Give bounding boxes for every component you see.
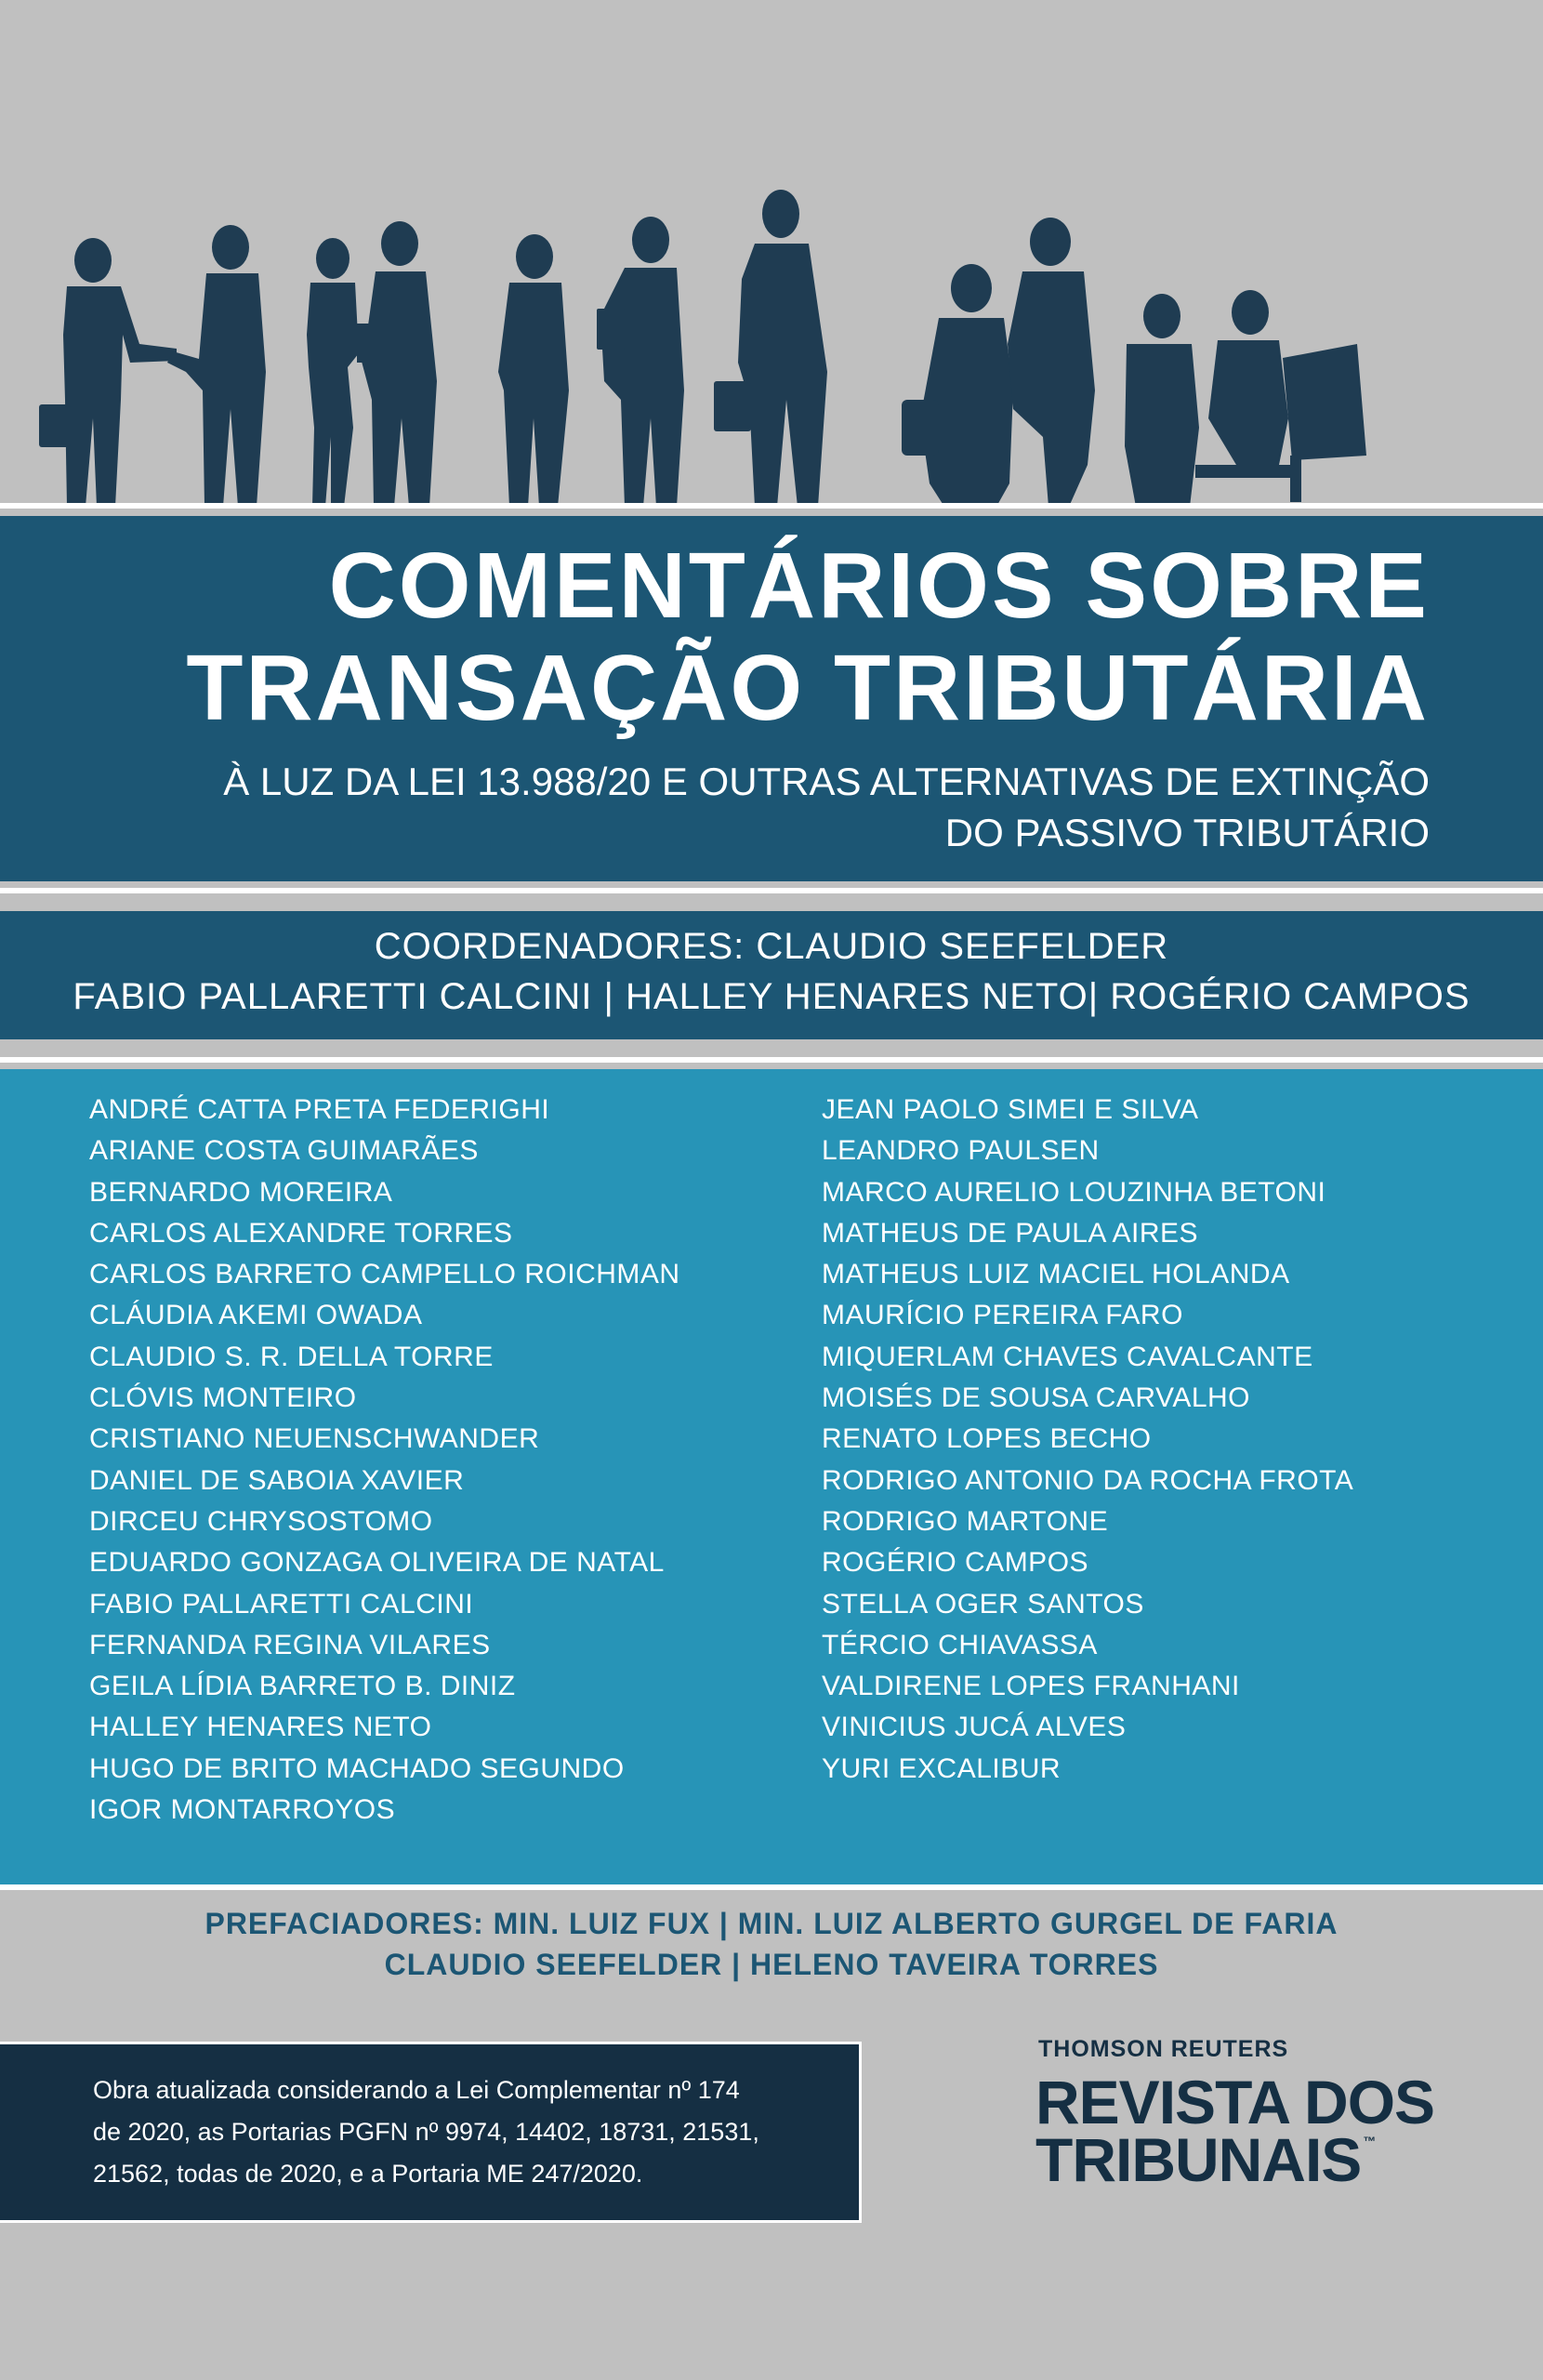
coordinators-divider xyxy=(0,1057,1543,1063)
author-name: JEAN PAOLO SIMEI E SILVA xyxy=(822,1094,1199,1125)
author-name: ROGÉRIO CAMPOS xyxy=(822,1547,1089,1579)
author-name: MIQUERLAM CHAVES CAVALCANTE xyxy=(822,1341,1313,1372)
author-name: RODRIGO MARTONE xyxy=(822,1505,1109,1537)
author-name: RENATO LOPES BECHO xyxy=(822,1423,1152,1455)
update-note-box xyxy=(0,2042,862,2223)
author-name: MOISÉS DE SOUSA CARVALHO xyxy=(822,1382,1251,1414)
author-name: HALLEY HENARES NETO xyxy=(89,1712,432,1743)
note-line-3: 21562, todas de 2020, e a Portaria ME 247/2020. xyxy=(93,2160,643,2188)
prefaciadores-line-1: PREFACIADORES: MIN. LUIZ FUX | MIN. LUIZ ALBERTO GURGEL DE FARIA xyxy=(204,1907,1339,1940)
author-name: TÉRCIO CHIAVASSA xyxy=(822,1629,1098,1660)
author-name: CLAUDIO S. R. DELLA TORRE xyxy=(89,1341,494,1372)
author-name: ANDRÉ CATTA PRETA FEDERIGHI xyxy=(89,1094,550,1125)
coordinators-line-2: FABIO PALLARETTI CALCINI | HALLEY HENARES NETO| ROGÉRIO CAMPOS xyxy=(73,976,1470,1017)
author-name: CARLOS ALEXANDRE TORRES xyxy=(89,1217,513,1249)
author-name: CARLOS BARRETO CAMPELLO ROICHMAN xyxy=(89,1259,680,1290)
author-name: IGOR MONTARROYOS xyxy=(89,1794,396,1826)
author-name: EDUARDO GONZAGA OLIVEIRA DE NATAL xyxy=(89,1547,665,1579)
title-line-2: TRANSAÇÃO TRIBUTÁRIA xyxy=(186,636,1430,740)
trademark-symbol: ™ xyxy=(1363,2134,1376,2149)
publisher-name-text: TRIBUNAIS xyxy=(1035,2125,1362,2194)
author-name: FABIO PALLARETTI CALCINI xyxy=(89,1588,474,1620)
author-name: VINICIUS JUCÁ ALVES xyxy=(822,1712,1127,1743)
top-divider xyxy=(0,503,1543,509)
author-name: FERNANDA REGINA VILARES xyxy=(89,1629,491,1660)
title-divider xyxy=(0,888,1543,893)
publisher-name-line-1: REVISTA DOS xyxy=(1035,2068,1435,2136)
authors-divider xyxy=(0,1884,1543,1890)
author-name: CRISTIANO NEUENSCHWANDER xyxy=(89,1423,540,1455)
coordinators-line-1: COORDENADORES: CLAUDIO SEEFELDER xyxy=(374,926,1169,967)
publisher-name-line-2 xyxy=(1035,2125,1376,2194)
author-name: LEANDRO PAULSEN xyxy=(822,1135,1100,1167)
author-name: CLÓVIS MONTEIRO xyxy=(89,1382,357,1414)
author-name: ARIANE COSTA GUIMARÃES xyxy=(89,1135,479,1167)
subtitle-line-2: DO PASSIVO TRIBUTÁRIO xyxy=(944,811,1430,854)
subtitle-line-1: À LUZ DA LEI 13.988/20 E OUTRAS ALTERNATIVAS DE EXTINÇÃO xyxy=(223,760,1430,803)
authors-band xyxy=(0,1069,1543,1884)
publisher-parent: THOMSON REUTERS xyxy=(1038,2036,1289,2062)
authors-left-column xyxy=(89,1090,680,1831)
author-name: CLÁUDIA AKEMI OWADA xyxy=(89,1300,423,1331)
business-people-silhouettes-icon xyxy=(0,186,1543,507)
author-name: YURI EXCALIBUR xyxy=(822,1752,1062,1784)
author-name: VALDIRENE LOPES FRANHANI xyxy=(822,1671,1240,1702)
coordinators-band xyxy=(0,911,1543,1039)
title-line-1: COMENTÁRIOS SOBRE xyxy=(328,534,1430,638)
author-name: DANIEL DE SABOIA XAVIER xyxy=(89,1464,465,1496)
author-name: MATHEUS LUIZ MACIEL HOLANDA xyxy=(822,1259,1290,1290)
author-name: MATHEUS DE PAULA AIRES xyxy=(822,1217,1198,1249)
author-name: STELLA OGER SANTOS xyxy=(822,1588,1144,1620)
note-line-2: de 2020, as Portarias PGFN nº 9974, 14402, 18731, 21531, xyxy=(93,2118,759,2146)
author-name: GEILA LÍDIA BARRETO B. DINIZ xyxy=(89,1671,516,1702)
title-band xyxy=(0,516,1543,881)
author-name: RODRIGO ANTONIO DA ROCHA FROTA xyxy=(822,1464,1354,1496)
author-name: MARCO AURELIO LOUZINHA BETONI xyxy=(822,1176,1326,1208)
prefaciadores-line-2: CLAUDIO SEEFELDER | HELENO TAVEIRA TORRES xyxy=(384,1948,1159,1981)
author-name: DIRCEU CHRYSOSTOMO xyxy=(89,1505,433,1537)
author-name: BERNARDO MOREIRA xyxy=(89,1176,393,1208)
authors-right-column xyxy=(822,1090,1353,1790)
note-line-1: Obra atualizada considerando a Lei Complementar nº 174 xyxy=(93,2076,740,2104)
author-name: MAURÍCIO PEREIRA FARO xyxy=(822,1300,1183,1331)
author-name: HUGO DE BRITO MACHADO SEGUNDO xyxy=(89,1752,625,1784)
